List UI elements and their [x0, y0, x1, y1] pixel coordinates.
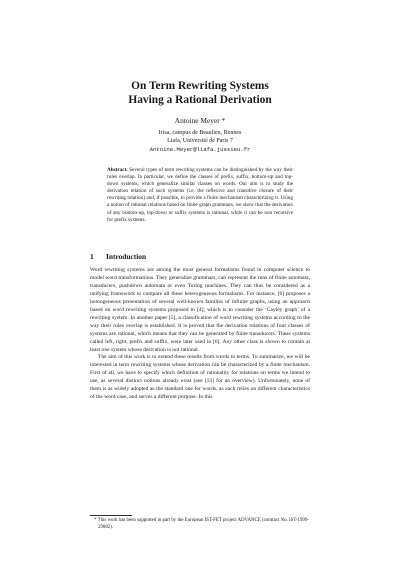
abstract [107, 167, 293, 224]
footnote-mark: * [94, 518, 97, 523]
abstract-text: Several types of term rewriting systems can be distinguished by the way their rules overlap. In particular, we define the classes of prefix, suffix, bottom-up and top-down systems, which generalize similar classes on words. Our aim is to study the derivation relation of such systems (i.e. the reflexive and transitive closure of their rewriting relation) and, if possible, to provide a finite mechanism characterizing it. Using a notion of rational relations based on finite graph grammars, we show that the derivation of any bottom-up, top-down or suffix systems is rational, while it can be non recursive for prefix systems. [107, 167, 294, 223]
section-number: 1 [90, 252, 94, 261]
affiliation-block [0, 130, 400, 153]
author-email: Antoine.Meyer@liafa.jussieu.fr [149, 145, 251, 153]
footnote [90, 518, 310, 531]
section-heading [90, 252, 146, 261]
abstract-label: Abstract. [107, 167, 128, 173]
paragraph-1: Word rewriting systems are among the most general formalisms found in computer science to model word transformations. They generalize grammars, can represent the runs of finite automata, transducers, pushdown automata or even Turing machines. They can thus be considered as a unifying framework to compare all these heterogeneous formalisms. For instance, [6] proposes a homogeneous presentation of several well-known families of infinite graphs, using an approach based on word rewriting systems proposed in [4], which is to consider the ‘Cayley graph’ of a rewriting system. In another paper [5], a classification of word rewriting systems according to the way their rules overlap is established. It is proved that the derivation relations of four classes of systems are rational, which means that they can be generated by finite transducers. These systems called left, right, prefix and suffix, were later used in [6]. Any other class is shown to contain at least one system whose derivation is not rational. [90, 267, 310, 353]
footnote-body [90, 518, 310, 531]
footnote-text: This work has been supported in part by the European IST-FET project ADVANCE (contract No. IST-1999-29082). [97, 518, 309, 530]
affiliation-line-1: Irisa, campus de Beaulieu, Rennes [158, 130, 242, 136]
footnote-rule [90, 515, 132, 516]
section-title: Introduction [106, 252, 147, 261]
body-text [90, 267, 310, 402]
title-line-1: On Term Rewriting Systems [131, 80, 269, 92]
paragraph-2: The aim of this work is to extend these results from words to terms. To summarize, we will be interested in term rewriting systems whose derivation can be characterized by a finite mechanism. First of all, we have to specify which definition of rationality for relations on terms we intend to use, as several distinct notions already exist (see [13] for an overview). Unfortunately, none of them is as widely adopted as the standard one for words, as each relies on different characteristics of the word case, and serves a different purpose. In this [90, 354, 310, 401]
affiliation-line-2: Liafa, Université de Paris 7 [167, 137, 233, 144]
paper-title [0, 80, 400, 107]
author-name: Antoine Meyer * [174, 116, 226, 125]
title-line-2: Having a Rational Derivation [128, 93, 272, 106]
